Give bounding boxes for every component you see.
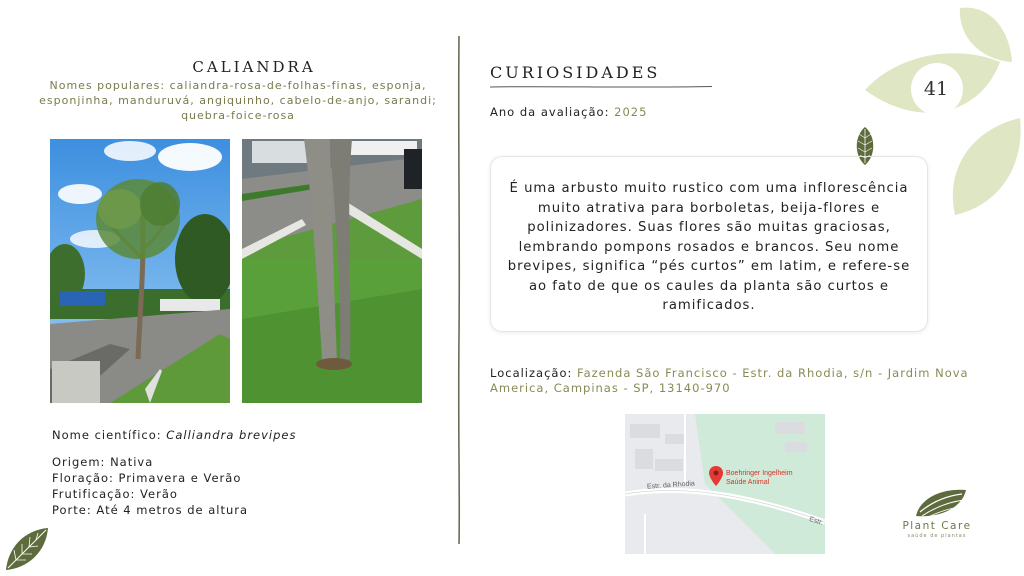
fruiting-text: Frutificação: Verão bbox=[52, 487, 178, 501]
scientific-name bbox=[52, 427, 297, 443]
title-underline bbox=[490, 84, 712, 90]
location-map[interactable] bbox=[625, 414, 825, 554]
map-place-line1: Boehringer Ingelheim bbox=[726, 470, 793, 477]
evaluation-year bbox=[490, 105, 647, 119]
leaf-shape bbox=[953, 118, 1021, 215]
brand-name: Plant Care bbox=[902, 520, 972, 532]
plant-photo-full-tree bbox=[50, 139, 230, 403]
year-label: Ano da avaliação: bbox=[490, 105, 615, 119]
location bbox=[490, 366, 980, 396]
curiosities-box bbox=[490, 156, 928, 332]
brand-tagline: saúde de plantas bbox=[907, 533, 967, 539]
scientific-name-label: Nome científico: bbox=[52, 428, 167, 442]
map-pin-icon bbox=[709, 466, 723, 486]
map-road-label: Estr. da Rhodia bbox=[646, 480, 696, 491]
curiosities-title: CURIOSIDADES bbox=[490, 63, 661, 82]
plant-care-logo bbox=[912, 486, 968, 520]
size-text: Porte: Até 4 metros de altura bbox=[52, 503, 249, 517]
curiosities-text: É uma arbusto muito rustico com uma inflorescência muito atrativa para borboletas, beija-flores e polinizadores. Suas flores são muitas graciosas, lembrando pompons rosados e brancos. Seu nome brevipes, significa “pés curtos” em latim, e refere-se ao fato de que os caules da planta são curtos e ramificados. bbox=[507, 181, 911, 313]
scientific-name-value: Calliandra brevipes bbox=[166, 428, 297, 442]
map-place-label bbox=[726, 469, 793, 487]
leaf-icon bbox=[2, 524, 52, 572]
map-place-line2: Saúde Animal bbox=[726, 479, 770, 486]
leaf-shape bbox=[960, 8, 1012, 62]
plant-details bbox=[52, 454, 248, 518]
plant-photo-trunk bbox=[242, 139, 422, 403]
flowering-text: Floração: Primavera e Verão bbox=[52, 471, 242, 485]
location-value: Fazenda São Francisco - Estr. da Rhodia, s/n - Jardim Nova America, Campinas - SP, 13140-970 bbox=[490, 366, 969, 395]
plant-title: CALIANDRA bbox=[192, 58, 316, 76]
column-divider bbox=[457, 36, 461, 544]
origin-text: Origem: Nativa bbox=[52, 455, 154, 469]
location-label: Localização: bbox=[490, 366, 578, 380]
map-road-label-short: Estr. bbox=[808, 516, 824, 527]
popular-names: Nomes populares: caliandra-rosa-de-folhas-finas, esponja, esponjinha, manduruvá, angiquinho, cabelo-de-anjo, sarandi; quebra-foice-rosa bbox=[39, 79, 437, 122]
year-value: 2025 bbox=[614, 105, 648, 119]
page-number: 41 bbox=[923, 78, 949, 100]
